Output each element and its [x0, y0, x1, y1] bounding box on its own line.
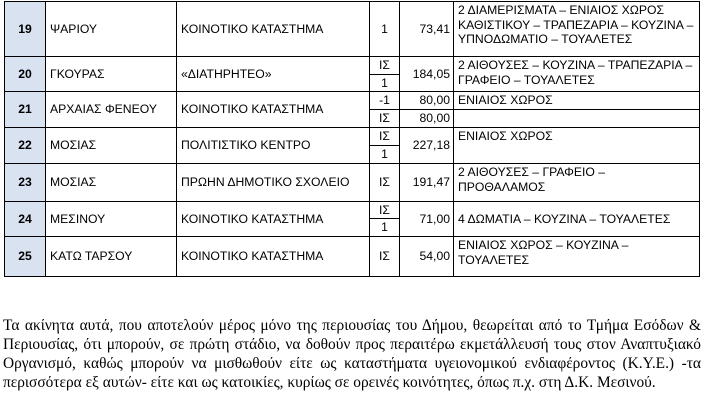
row-number: 20 [5, 57, 46, 92]
table-row [5, 92, 700, 110]
floor-cell: -1 [370, 92, 400, 110]
description-cell: ΕΝΙΑΙΟΣ ΧΩΡΟΣ – ΚΟΥΖΙΝΑ – ΤΟΥΑΛΕΤΕΣ [454, 237, 700, 277]
description-cell: 4 ΔΩΜΑΤΙΑ – ΚΟΥΖΙΝΑ – ΤΟΥΑΛΕΤΕΣ [454, 202, 700, 237]
row-number: 23 [5, 164, 46, 202]
description-cell: 2 ΔΙΑΜΕΡΙΣΜΑΤΑ – ΕΝΙΑΙΟΣ ΧΩΡΟΣ ΚΑΘΙΣΤΙΚΟΥ – ΤΡΑΠΕΖΑΡΙΑ – ΚΟΥΖΙΝΑ – ΥΠΝΟΔΩΜΑΤΙΟ – ΤΟΥΑΛΕΤΕΣ [454, 2, 700, 57]
row-number: 24 [5, 202, 46, 237]
location-cell: ΜΟΣΙΑΣ [46, 164, 177, 202]
description-cell: 2 ΑΙΘΟΥΣΕΣ – ΚΟΥΖΙΝΑ – ΤΡΑΠΕΖΑΡΙΑ – ΓΡΑΦΕΙΟ – ΤΟΥΑΛΕΤΕΣ [454, 57, 700, 92]
area-cell: 227,18 [400, 128, 454, 164]
use-cell: ΚΟΙΝΟΤΙΚΟ ΚΑΤΑΣΤΗΜΑ [177, 202, 370, 237]
location-cell: ΨΑΡΙΟΥ [46, 2, 177, 57]
use-cell: ΚΟΙΝΟΤΙΚΟ ΚΑΤΑΣΤΗΜΑ [177, 92, 370, 128]
floor-cell: ΙΣ [370, 128, 400, 146]
table-row [5, 237, 700, 277]
row-number: 22 [5, 128, 46, 164]
location-cell: ΚΑΤΩ ΤΑΡΣΟΥ [46, 237, 177, 277]
area-cell: 191,47 [400, 164, 454, 202]
area-cell: 71,00 [400, 202, 454, 237]
table-row [5, 2, 700, 57]
floor-cell: ΙΣ [370, 110, 400, 128]
location-cell: ΓΚΟΥΡΑΣ [46, 57, 177, 92]
use-cell: «ΔΙΑΤΗΡΗΤΕΟ» [177, 57, 370, 92]
use-cell: ΚΟΙΝΟΤΙΚΟ ΚΑΤΑΣΤΗΜΑ [177, 2, 370, 57]
floor-cell: ΙΣ [370, 164, 400, 202]
floor-cell: ΙΣ [370, 237, 400, 277]
location-cell: ΜΕΣΙΝΟΥ [46, 202, 177, 237]
use-cell: ΠΟΛΙΤΙΣΤΙΚΟ ΚΕΝΤΡΟ [177, 128, 370, 164]
row-number: 19 [5, 2, 46, 57]
area-cell: 73,41 [400, 2, 454, 57]
body-paragraph: Τα ακίνητα αυτά, που αποτελούν μέρος μόνο της περιουσίας του Δήμου, θεωρείται από το Τμήμα Εσόδων & Περιουσίας, ότι μπορούν, σε πρώτη στάδιο, να δοθούν προς περαιτέρω εκμετάλλευσή τους στον Αναπτυξιακό Οργανισμό, καθώς μπορούν να μισθωθούν είτε ως καταστήματα υγειονομικού ενδιαφέροντος (Κ.Υ.Ε.) -τα περισσότερα εξ αυτών- είτε και ως κατοικίες, κυρίως σε ορεινές κοινότητες, όπως π.χ. στη Δ.Κ. Μεσινού. [3, 317, 701, 391]
row-number: 25 [5, 237, 46, 277]
floor-cell: 1 [370, 75, 400, 92]
table-row [5, 202, 700, 219]
description-cell: ΕΝΙΑΙΟΣ ΧΩΡΟΣ [454, 128, 700, 164]
floor-cell: ΙΣ [370, 202, 400, 219]
use-cell: ΚΟΙΝΟΤΙΚΟ ΚΑΤΑΣΤΗΜΑ [177, 237, 370, 277]
description-cell [454, 110, 700, 128]
use-cell: ΠΡΩΗΝ ΔΗΜΟΤΙΚΟ ΣΧΟΛΕΙΟ [177, 164, 370, 202]
floor-cell: ΙΣ [370, 57, 400, 75]
area-cell: 184,05 [400, 57, 454, 92]
floor-cell: 1 [370, 2, 400, 57]
table-row [5, 128, 700, 146]
floor-cell: 1 [370, 219, 400, 237]
row-number: 21 [5, 92, 46, 128]
location-cell: ΑΡΧΑΙΑΣ ΦΕΝΕΟΥ [46, 92, 177, 128]
table-row [5, 57, 700, 75]
property-table [4, 1, 700, 277]
description-cell: ΕΝΙΑΙΟΣ ΧΩΡΟΣ [454, 92, 700, 110]
floor-cell: 1 [370, 146, 400, 164]
area-cell: 54,00 [400, 237, 454, 277]
location-cell: ΜΟΣΙΑΣ [46, 128, 177, 164]
description-cell: 2 ΑΙΘΟΥΣΕΣ – ΓΡΑΦΕΙΟ – ΠΡΟΘΑΛΑΜΟΣ [454, 164, 700, 202]
table-row [5, 164, 700, 202]
area-cell: 80,00 [400, 110, 454, 128]
area-cell: 80,00 [400, 92, 454, 110]
